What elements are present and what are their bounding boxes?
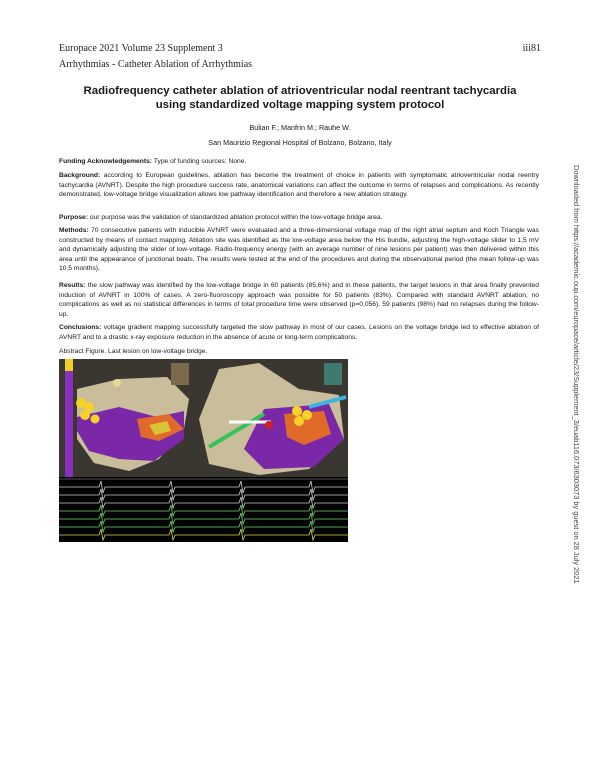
funding-text: Type of funding sources: None. <box>153 158 247 165</box>
results-paragraph <box>59 281 539 319</box>
results-text: the slow pathway was identified by the low-voltage bridge in 60 patients (85,6%) and in these patients, the target lesions in that area finally prevented induction of AVNRT in 100% of cases. A zero-fluoroscopy approach was possible for 50 patients (83%). Compared with standard AVNRT ablation, no complications as well as no statistical differences in terms of total procedure time were observed (p=0,056). 59 patients (98%) had no relapses during the follow-up. <box>59 282 539 318</box>
lesion-marker <box>294 416 304 426</box>
download-sidebar <box>572 165 586 635</box>
background-label: Background: <box>59 172 101 179</box>
lesion-marker <box>292 406 302 416</box>
article-title: Radiofrequency catheter ablation of atrioventricular nodal reentrant tachycardia using standardized voltage mapping system protocol <box>83 85 517 111</box>
methods-paragraph <box>59 226 539 274</box>
results-label: Results: <box>59 282 86 289</box>
voltage-map-right-panel <box>198 359 348 477</box>
anatomy-marker <box>113 379 121 387</box>
download-notice: Downloaded from https://academic.oup.com/europace/article/23/Supplement_3/euab116.073/6303073 by guest on 28 July 2021 <box>572 165 581 584</box>
methods-text: 70 consecutive patients with inducible AVNRT were evaluated and a three-dimensional voltage map of the right atrial septum and Koch Triangle was constructed by means of contact mapping. Ablation site was identified as the low-voltage area below the His bundle, adjusting the high-voltage slider to 1,5 mV and dynamically adjusting the slider of low-voltage. Radio-frequency energy (with an average number of nine lesions per patient) was then delivered within this area until the appearance of junctional beats. The results were tested at the end of the procedures and during the observational period (the mean follow-up was 10,5 months). <box>59 227 539 273</box>
purpose-paragraph <box>59 213 539 223</box>
funding-paragraph <box>59 157 539 167</box>
methods-label: Methods: <box>59 227 89 234</box>
conclusions-label: Conclusions: <box>59 324 102 331</box>
background-text: according to European guidelines, ablation has become the treatment of choice in patients with symptomatic atrioventricular nodal reentry tachycardia (AVNRT). Despite the high procedure success rate, anatomical variations can affect the outcome in terms of relapses and complications. As recently demonstrated, low-voltage bridge visualization allows low pathway identification and therefore a new ablation strategy. <box>59 172 539 199</box>
purpose-text: our purpose was the validation of standardized ablation protocol within the low-voltage bridge area. <box>89 214 383 221</box>
orientation-torso-icon <box>324 363 342 385</box>
last-lesion-marker <box>265 421 273 429</box>
lesion-marker <box>302 410 312 420</box>
figure-caption: Abstract Figure. Last lesion on low-voltage bridge. <box>59 348 208 355</box>
orientation-head-icon <box>171 363 189 385</box>
section-header: Arrhythmias - Catheter Ablation of Arrhythmias <box>59 59 253 70</box>
ecg-tracings <box>59 479 348 542</box>
page-number: iii81 <box>522 43 541 54</box>
article-authors: Bulian F.; Manfrin M.; Rauhe W. <box>249 123 351 132</box>
funding-label: Funding Acknowledgements: <box>59 158 153 165</box>
article-affiliation: San Maurizio Regional Hospital of Bolzano, Bolzano, Italy <box>208 138 392 147</box>
voltage-map-left-panel <box>59 359 198 477</box>
abstract-figure <box>59 359 348 542</box>
conclusions-text: voltage gradient mapping successfully targeted the slow pathway in most of our cases. Lesions on the voltage bridge led to effective ablation of AVNRT and to a drastic x-ray exposure reduction in the absence of acute or long-term complications. <box>59 324 539 341</box>
lesion-marker <box>91 415 100 424</box>
purpose-label: Purpose: <box>59 214 88 221</box>
journal-header: Europace 2021 Volume 23 Supplement 3 <box>59 43 223 54</box>
lesion-marker <box>80 410 90 420</box>
voltage-color-bar-top <box>65 359 73 371</box>
voltage-color-bar <box>65 359 73 477</box>
background-paragraph <box>59 171 539 200</box>
conclusions-paragraph <box>59 323 539 342</box>
